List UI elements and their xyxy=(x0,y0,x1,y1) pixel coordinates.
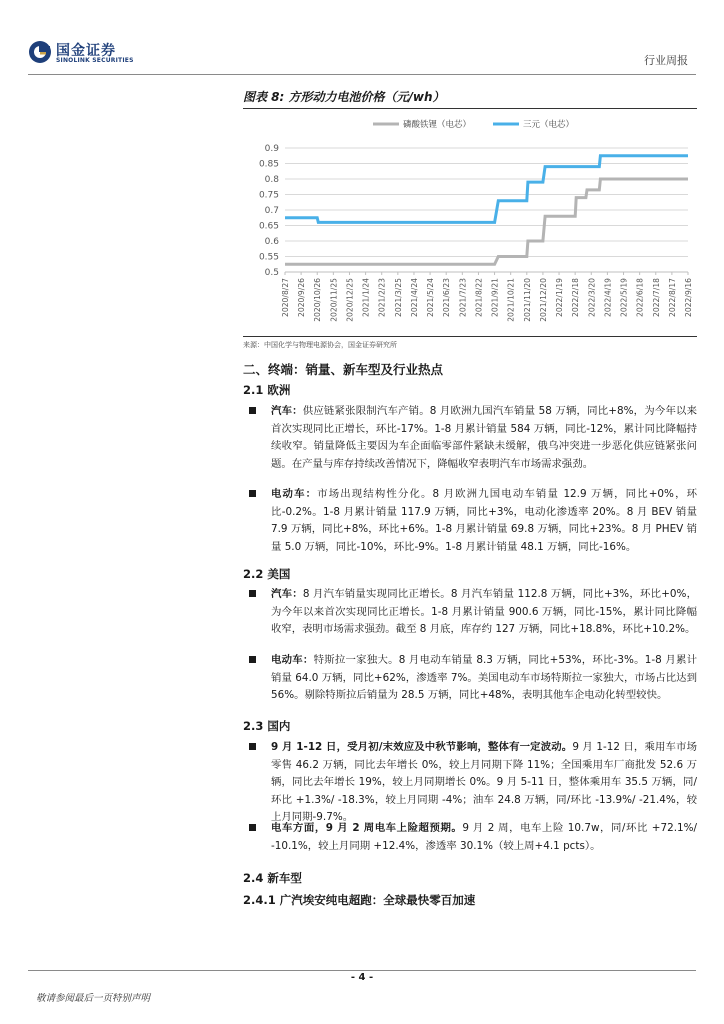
x-tick-label: 2020/12/25 xyxy=(345,278,355,322)
x-tick-label: 2022/7/18 xyxy=(651,278,661,317)
logo-cn-text: 国金证券 xyxy=(56,43,116,59)
x-tick-label: 2020/9/26 xyxy=(297,278,307,317)
x-tick-label: 2021/3/25 xyxy=(393,278,403,317)
section-label: 行业周报 xyxy=(644,54,688,67)
x-tick-label: 2021/1/24 xyxy=(361,278,371,317)
x-tick-label: 2020/10/26 xyxy=(313,278,323,322)
figure-source: 来源：中国化学与物理电源协会，国金证券研究所 xyxy=(243,341,397,349)
x-tick-label: 2022/6/18 xyxy=(635,278,645,317)
bullet-lead: 电动车： xyxy=(271,488,318,500)
logo-en-text: SINOLINK SECURITIES xyxy=(56,57,134,64)
subsection-europe: 2.1 欧洲 xyxy=(243,383,291,397)
footer-divider xyxy=(28,970,696,971)
figure-title: 图表 8: 方形动力电池价格（元/wh） xyxy=(243,90,445,104)
x-tick-label: 2021/11/20 xyxy=(522,278,532,322)
bullet-text: 市场出现结构性分化。8 月欧洲九国电动车销量 12.9 万辆，同比+0%，环比-0.2%。1-8 月累计销量 117.9 万辆，同比+3%，电动化渗透率 20%。8 月 BEV 销量 7.9 万辆，同比+8%，环比+6%。1-8 月累计销量 69.8 万辆，同比+23%。8 月 PHEV 销量 5.0 万辆，同比-10%，环比-9%。1-8 月累计销量 48.1 万辆，同比-16%。 xyxy=(271,488,697,553)
bullet-square-icon xyxy=(249,824,256,831)
header-divider xyxy=(28,74,696,75)
x-tick-label: 2020/11/25 xyxy=(329,278,339,322)
subsection-new-models: 2.4 新车型 xyxy=(243,871,302,885)
source-divider xyxy=(243,336,697,337)
y-tick-label: 0.7 xyxy=(264,206,279,216)
y-tick-label: 0.75 xyxy=(258,190,279,201)
x-tick-label: 2022/1/19 xyxy=(555,278,565,317)
y-tick-label: 0.6 xyxy=(264,237,279,247)
x-tick-label: 2021/5/24 xyxy=(426,278,436,317)
bullet-text: 8 月汽车销量实现同比正增长。8 月汽车销量 112.8 万辆，同比+3%，环比+0%，为今年以来首次实现同比正增长。1-8 月累计销量 900.6 万辆，同比-15%，累计同比降幅收窄，表明市场需求强劲。截至 8 月底，库存约 127 万辆，同比+18.8%，环比+10.2%。 xyxy=(271,588,698,635)
x-tick-label: 2022/2/18 xyxy=(571,278,581,317)
subsection-aion-supercar: 2.4.1 广汽埃安纯电超跑：全球最快零百加速 xyxy=(243,893,476,907)
x-tick-label: 2022/4/19 xyxy=(603,278,613,317)
bullet-text: 供应链紧张限制汽车产销。8 月欧洲九国汽车销量 58 万辆，同比+8%，为今年以来首次实现同比正增长，环比-17%。1-8 月累计销量 584 万辆，同比-12%，累计同比降幅持续收窄。销量降低主要因为车企面临零部件紧缺未缓解，俄乌冲突进一步恶化供应链紧张问题。在产量与库存持续改善情况下，降幅收窄表明汽车市场需求强劲。 xyxy=(271,405,698,470)
x-tick-label: 2021/2/23 xyxy=(377,278,387,317)
y-tick-label: 0.65 xyxy=(258,221,279,232)
bullet-text: 9 月 2 周，电车上险 10.7w，同/环比 +72.1%/ -10.1%，较上月同期 +12.4%，渗透率 30.1%（较上周+4.1 pcts）。 xyxy=(271,822,697,852)
page-header xyxy=(28,38,696,78)
bullet-lead: 汽车： xyxy=(271,405,303,417)
page-number: - 4 - xyxy=(350,972,374,983)
x-tick-label: 2021/4/24 xyxy=(409,278,419,317)
x-tick-label: 2021/12/20 xyxy=(538,278,548,322)
y-tick-label: 0.9 xyxy=(264,144,279,154)
y-tick-label: 0.8 xyxy=(264,175,279,185)
bullet-lead: 电车方面，9 月 2 周电车上险超预期。 xyxy=(271,822,463,834)
subsection-us: 2.2 美国 xyxy=(243,567,291,581)
bullet-square-icon xyxy=(249,490,256,497)
x-tick-label: 2021/7/23 xyxy=(458,278,468,317)
y-tick-label: 0.5 xyxy=(264,268,279,278)
bullet-square-icon xyxy=(249,407,256,414)
company-logo xyxy=(28,38,168,70)
bullet-lead: 汽车： xyxy=(271,588,303,600)
bullet-square-icon xyxy=(249,656,256,663)
figure-title-divider xyxy=(243,108,697,109)
y-tick-label: 0.85 xyxy=(258,159,279,170)
bullet-square-icon xyxy=(249,590,256,597)
y-tick-label: 0.55 xyxy=(258,252,279,263)
chart-background xyxy=(243,136,697,334)
bullet-lead: 电动车： xyxy=(271,654,314,666)
x-tick-label: 2021/10/21 xyxy=(506,278,516,322)
bullet-square-icon xyxy=(249,743,256,750)
x-tick-label: 2022/5/19 xyxy=(619,278,629,317)
sinolink-logo-icon xyxy=(28,40,52,64)
bullet-lead: 9 月 1-12 日，受月初/末效应及中秋节影响，整体有一定波动。 xyxy=(271,741,573,753)
legend-label: 三元（电芯） xyxy=(523,120,575,130)
legend-label: 磷酸铁锂（电芯） xyxy=(403,120,472,130)
x-tick-label: 2020/8/27 xyxy=(281,278,290,317)
x-tick-label: 2022/8/17 xyxy=(667,278,677,317)
x-tick-label: 2021/9/21 xyxy=(490,278,500,317)
subsection-china: 2.3 国内 xyxy=(243,719,291,733)
footer-disclaimer: 敬请参阅最后一页特别声明 xyxy=(36,993,151,1004)
x-tick-label: 2021/8/22 xyxy=(474,278,484,317)
bullet-text: 9 月 1-12 日，乘用车市场零售 46.2 万辆，同比去年增长 0%，较上月同期下降 11%；全国乘用车厂商批发 52.6 万辆，同比去年增长 19%，较上月同期增长 0%。9 月 5-11 日，整体乘用车 35.5 万辆，同/环比 +1.3%/ -18.3%，较上月同期 -4%；油车 24.8 万辆，同/环比 -13.9%/ -21.4%，较上月同期-9.7%。 xyxy=(271,741,697,823)
x-tick-label: 2022/9/16 xyxy=(684,278,693,317)
x-tick-label: 2022/3/20 xyxy=(587,278,597,317)
x-tick-label: 2021/6/23 xyxy=(442,278,452,317)
section-title: 二、终端：销量、新车型及行业热点 xyxy=(243,362,444,377)
battery-price-chart xyxy=(243,112,697,334)
bullet-text: 特斯拉一家独大。8 月电动车销量 8.3 万辆，同比+53%，环比-3%。1-8 月累计销量 64.0 万辆，同比+62%，渗透率 7%。美国电动车市场特斯拉一家独大，市场占比达到 56%。剔除特斯拉后销量为 28.5 万辆，同比+48%，表明其他车企电动化转型较快。 xyxy=(271,654,698,701)
chart-svg xyxy=(243,112,697,334)
